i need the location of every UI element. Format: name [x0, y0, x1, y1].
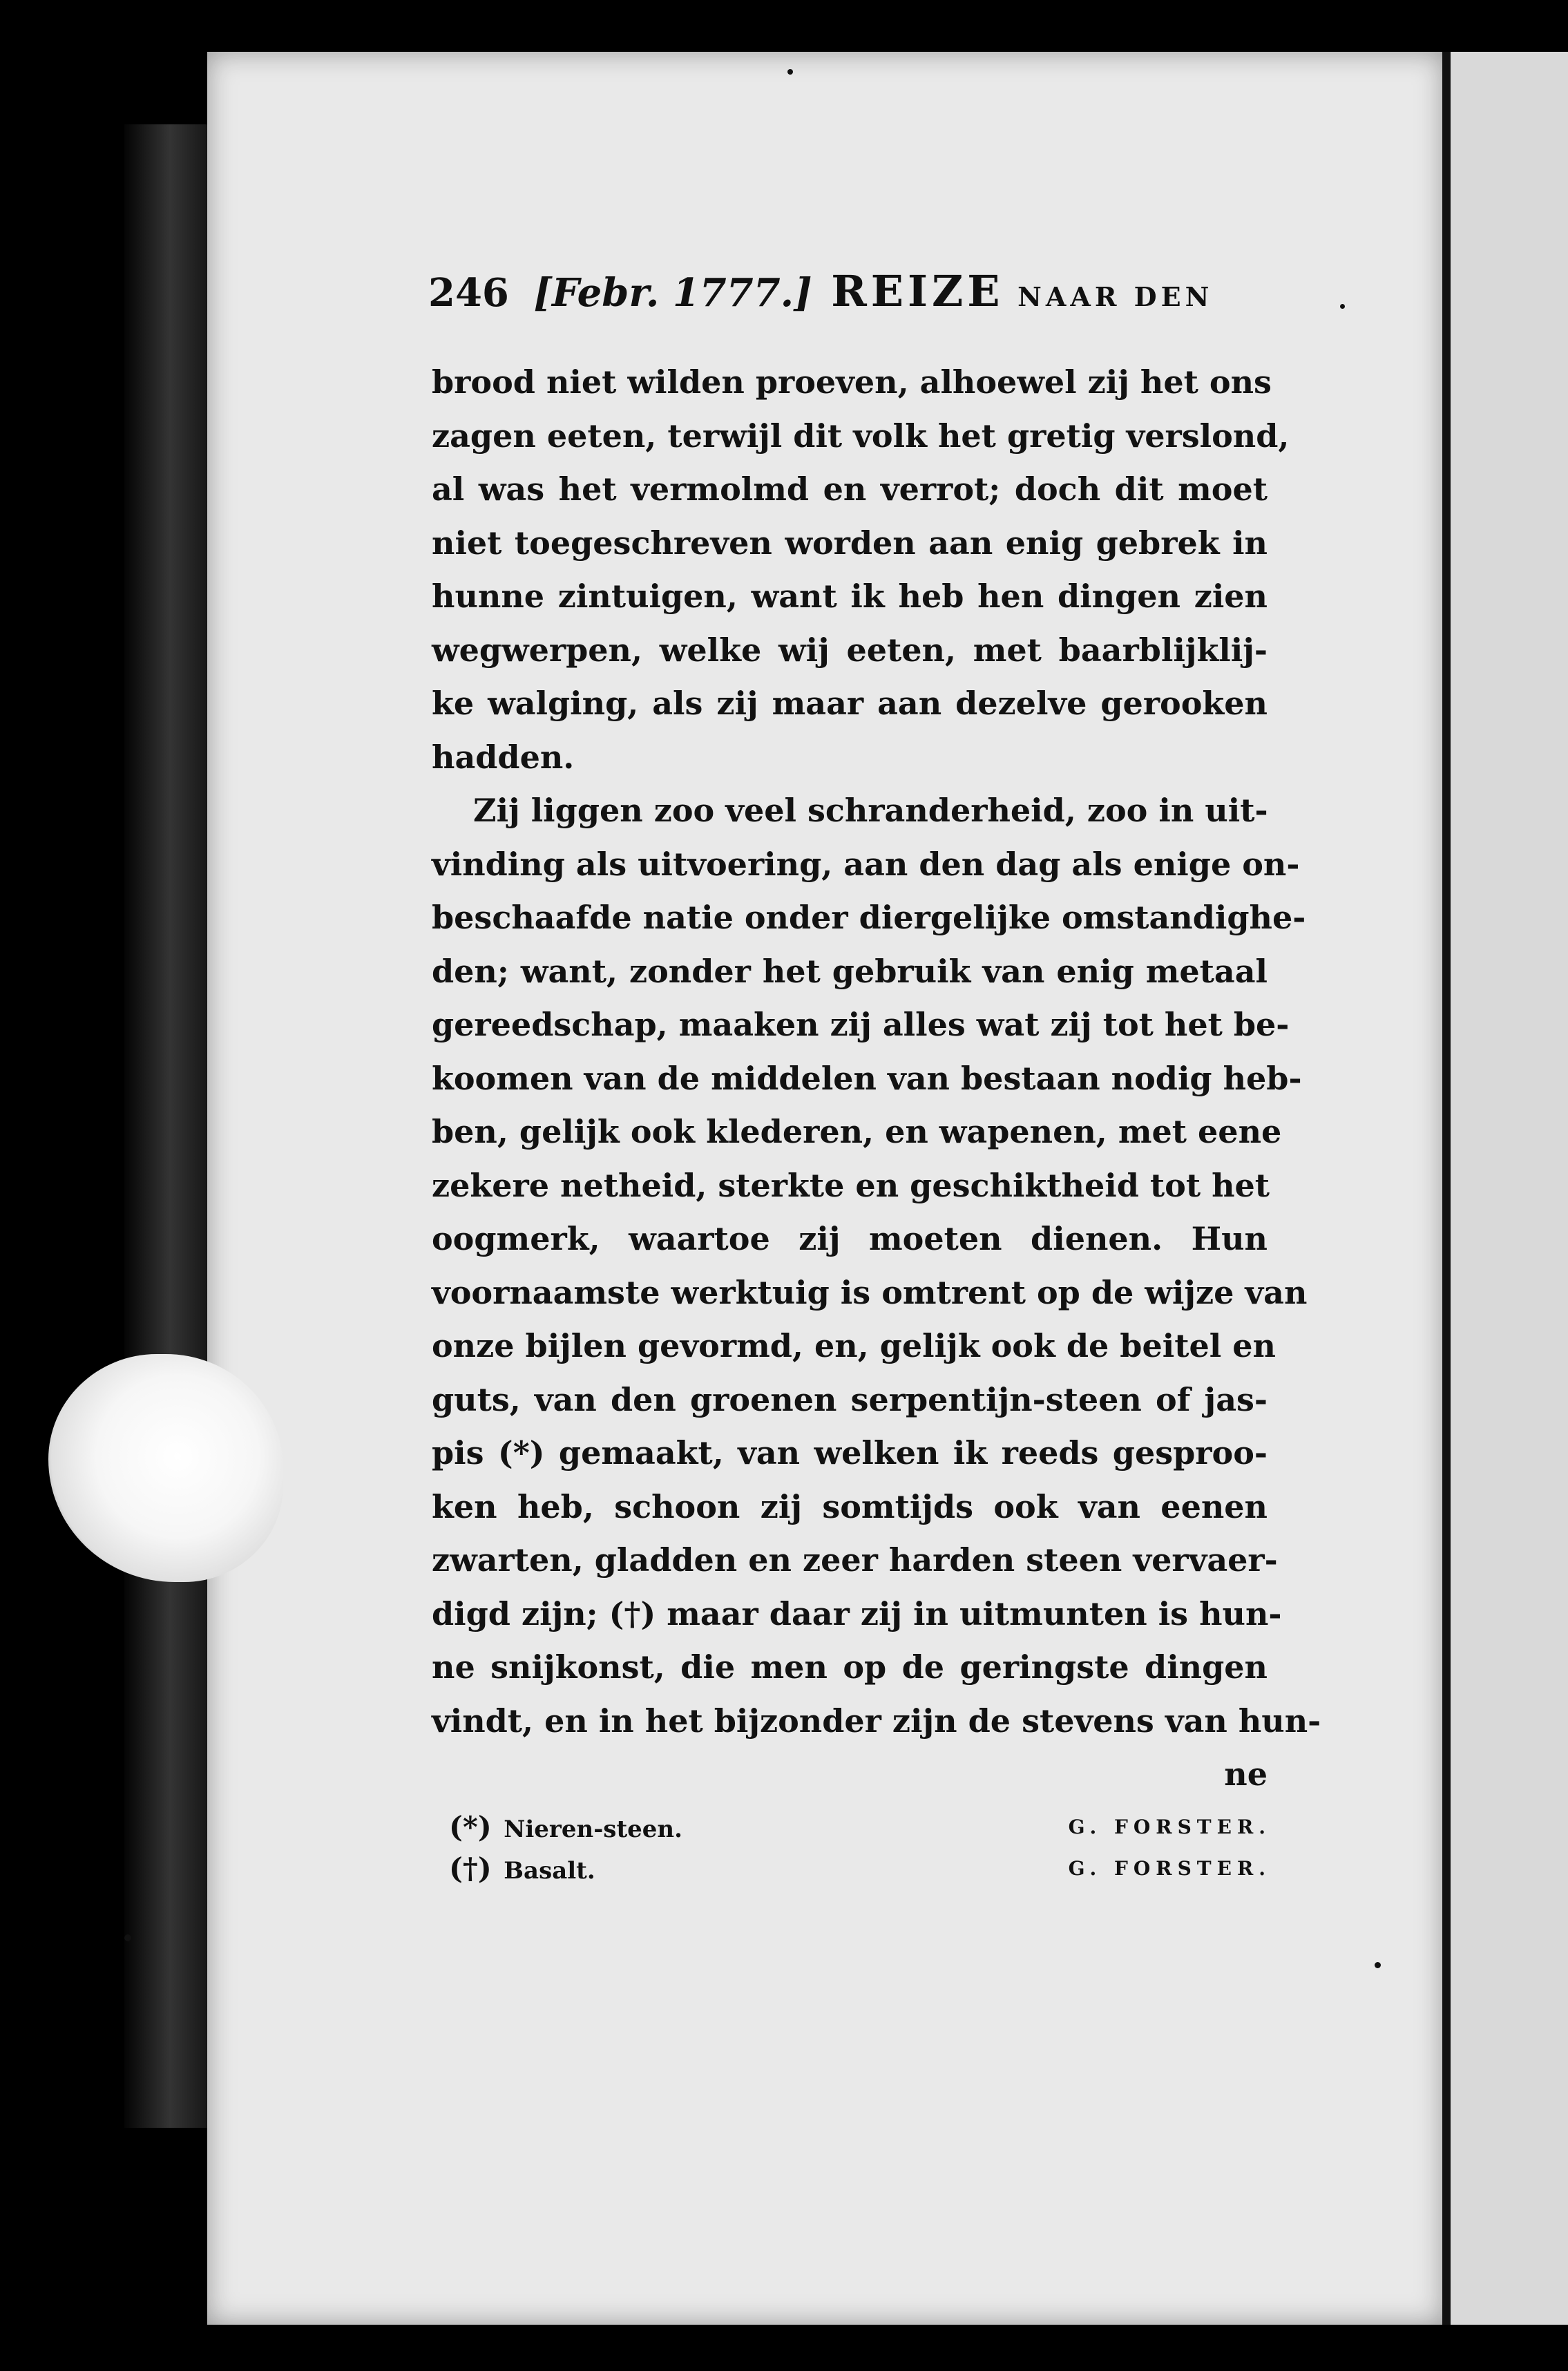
- text-line: koomen van de middelen van bestaan nodig heb-: [432, 1059, 1302, 1097]
- running-header: [428, 266, 1285, 316]
- ink-speck: [124, 1934, 131, 1941]
- footnote-text: Basalt.: [504, 1857, 595, 1885]
- next-page-edge: [1451, 52, 1568, 2325]
- text-line: ken heb, schoon zij somtijds ook van eenen: [432, 1487, 1268, 1525]
- text-line: al was het vermolmd en verrot; doch dit moet: [432, 470, 1268, 508]
- text-line: gereedschap, maaken zij alles wat zij tot het be-: [432, 1006, 1290, 1043]
- footnote-author: G. FORSTER.: [1068, 1857, 1271, 1880]
- text-line: hunne zintuigen, want ik heb hen dingen zien: [432, 578, 1268, 615]
- footnote-text: Nieren-steen.: [504, 1816, 682, 1843]
- page-number: 246: [428, 270, 509, 316]
- text-line: voornaamste werktuig is omtrent op de wijze van: [432, 1273, 1308, 1311]
- header-date: [Febr. 1777.]: [533, 270, 812, 316]
- text-line: hadden.: [432, 738, 575, 776]
- footnote-mark: (†): [449, 1851, 492, 1885]
- ink-speck: [1340, 304, 1345, 309]
- text-line: ke walging, als zij maar aan dezelve gerooken: [432, 685, 1268, 722]
- text-line: den; want, zonder het gebruik van enig metaal: [432, 952, 1268, 990]
- text-line: ben, gelijk ook klederen, en wapenen, met eene: [432, 1113, 1282, 1150]
- header-title: REIZE: [831, 266, 1004, 316]
- header-title-small: NAAR DEN: [1017, 281, 1214, 312]
- footnote-author: G. FORSTER.: [1068, 1816, 1271, 1838]
- text-line: zwarten, gladden en zeer harden steen vervaer-: [432, 1541, 1278, 1579]
- footnote-mark: (*): [449, 1810, 492, 1844]
- text-line: guts, van den groenen serpentijn-steen of jas-: [432, 1380, 1268, 1418]
- text-line: pis (*) gemaakt, van welken ik reeds gesproo-: [432, 1434, 1268, 1472]
- footnotes: [449, 1807, 1271, 1889]
- text-line: digd zijn; (†) maar daar zij in uitmunten is hun-: [432, 1594, 1282, 1632]
- text-line: onze bijlen gevormd, en, gelijk ook de beitel en: [432, 1327, 1276, 1364]
- ink-speck: [787, 69, 793, 75]
- footnote: [449, 1848, 1271, 1889]
- text-line: beschaafde natie onder diergelijke omstandighe-: [432, 899, 1306, 936]
- catchword: ne: [1224, 1755, 1268, 1793]
- text-line: brood niet wilden proeven, alhoewel zij het ons: [432, 363, 1272, 401]
- text-line: zekere netheid, sterkte en geschiktheid tot het: [432, 1166, 1270, 1204]
- text-line: Zij liggen zoo veel schranderheid, zoo in uit-: [473, 792, 1268, 829]
- paper-damage-stain: [48, 1354, 283, 1582]
- text-line: ne snijkonst, die men op de geringste dingen: [432, 1648, 1268, 1686]
- text-line: niet toegeschreven worden aan enig gebrek in: [432, 524, 1268, 562]
- ink-speck: [1375, 1962, 1381, 1968]
- footnote: [449, 1807, 1271, 1848]
- text-line: wegwerpen, welke wij eeten, met baarblijklij-: [432, 631, 1268, 669]
- text-line: vindt, en in het bijzonder zijn de stevens van hun-: [432, 1702, 1321, 1740]
- text-line: vinding als uitvoering, aan den dag als enige on-: [432, 845, 1300, 883]
- text-line: oogmerk, waartoe zij moeten dienen. Hun: [432, 1220, 1268, 1257]
- book-edge: [124, 124, 207, 2128]
- text-line: zagen eeten, terwijl dit volk het gretig verslond,: [432, 417, 1290, 455]
- body-text: [432, 356, 1321, 1802]
